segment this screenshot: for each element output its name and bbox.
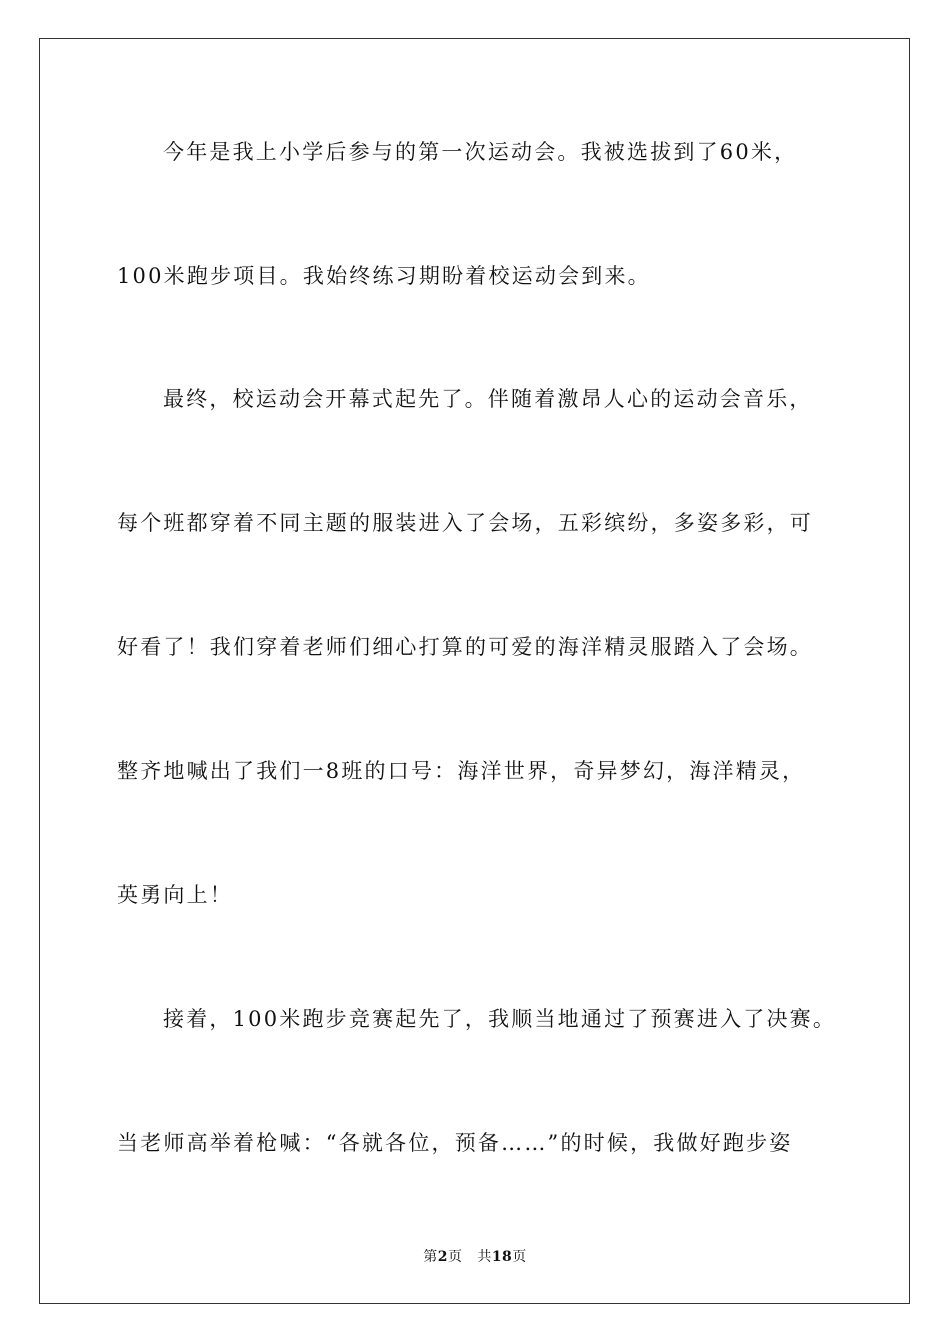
- paragraph-2-line-2: 每个班都穿着不同主题的服装进入了会场，五彩缤纷，多姿多彩，可: [117, 511, 813, 535]
- paragraph-2-line-1: 最终，校运动会开幕式起先了。伴随着激昂人心的运动会音乐，: [163, 387, 813, 411]
- footer-total-pages: 18: [491, 1249, 513, 1265]
- paragraph-2-line-3: 好看了！我们穿着老师们细心打算的可爱的海洋精灵服踏入了会场。: [117, 635, 813, 659]
- page-footer: [0, 1246, 950, 1266]
- page-border: [39, 38, 910, 1304]
- paragraph-1-line-1: 今年是我上小学后参与的第一次运动会。我被选拔到了60米，: [163, 140, 798, 164]
- footer-current-page: 2: [437, 1249, 448, 1265]
- paragraph-3-line-1: 接着，100米跑步竞赛起先了，我顺当地通过了预赛进入了决赛。: [163, 1007, 837, 1031]
- paragraph-2-line-5: 英勇向上！: [117, 883, 233, 907]
- paragraph-3-line-2: 当老师高举着枪喊：“各就各位，预备……”的时候，我做好跑步姿: [117, 1131, 793, 1155]
- paragraph-1-line-2: 100米跑步项目。我始终练习期盼着校运动会到来。: [117, 264, 651, 288]
- footer-total-prefix: 共: [477, 1249, 492, 1265]
- footer-page-unit: 页: [447, 1249, 463, 1265]
- footer-total-unit: 页: [512, 1249, 527, 1265]
- paragraph-2-line-4: 整齐地喊出了我们一8班的口号：海洋世界，奇异梦幻，海洋精灵，: [117, 759, 806, 783]
- footer-prefix: 第: [423, 1249, 438, 1265]
